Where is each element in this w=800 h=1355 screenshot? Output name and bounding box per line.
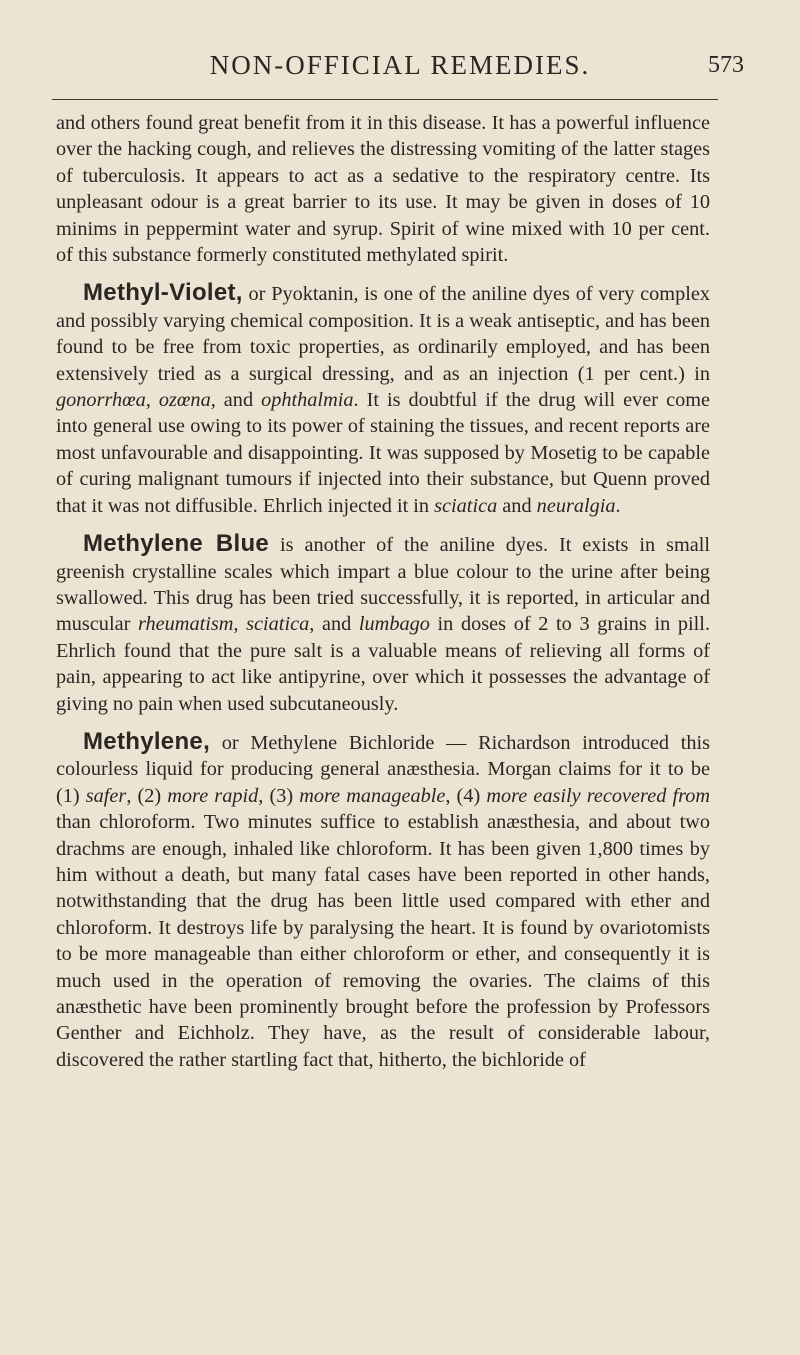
entry-methyl-violet: Methyl-Violet, or Pyoktanin, is one of the aniline dyes of very complex and possibly varying chemical composition. It is a weak antiseptic, and has been found to be free from toxic properties, as ordinarily employed, and has been extensively tried as a surgical dressing, and as an injection (1 per cent.) in gonorrhœa, ozœna, and ophthalmia. It is doubtful if the drug will ever come into general use owing to its power of staining the tissues, and recent reports are most unfavourable and disappointing. It was supposed by Mosetig to be capable of curing malignant tumours if injected into their substance, but Quenn proved that it was not diffusible. Ehrlich injected it in sciatica and neuralgia.	[56, 279, 710, 517]
entry-methylene-blue: Methylene Blue is another of the aniline dyes. It exists in small greenish crystalline scales which impart a blue colour to the urine after being swallowed. This drug has been tried successfully, it is reported, in articular and muscular rheumatism, sciatica, and lumbago in doses of 2 to 3 grains in pill. Ehrlich found that the pure salt is a valuable means of relieving all forms of pain, appearing to act like antipyrine, over which it possesses the advantage of giving no pain when used subcutaneously.	[56, 530, 711, 715]
page-number: 573	[708, 52, 744, 78]
entry-term: Methylene,	[83, 727, 211, 755]
running-header	[0, 50, 800, 90]
entry-methylene: Methylene, or Methylene Bichloride — Richardson introduced this colourless liquid for producing general anæsthesia. Morgan claims for it to be (1) safer, (2) more rapid, (3) more manageable, (4) more easily recovered from than chloroform. Two minutes suffice to establish anæsthesia, and about two drachms are enough, inhaled like chloroform. It has been given 1,800 times by him without a death, but many fatal cases have been reported in other hands, notwithstanding that the drug has been little used compared with ether and chloroform. It destroys life by paralysing the heart. It is found by ovariotomists to be more manageable than either chloroform or ether, and consequently it is much used in the operation of removing the ovaries. The claims of this anæsthetic have been prominently brought before the profession by Professors Genther and Eichholz. They have, as the result of considerable labour, discovered the rather startling fact that, hitherto, the bichloride of	[56, 727, 711, 1071]
page-title: NON-OFFICIAL REMEDIES.	[209, 50, 591, 80]
body-text	[56, 110, 710, 1073]
paragraph-text: and others found great benefit from it in this disease. It has a powerful influence over the hacking cough, and relieves the distressing vomiting of the latter stages of tuberculosis. It appears to act as a sedative to the respiratory centre. Its unpleasant odour is a great barrier to its use. It may be given in doses of 10 minims in peppermint water and syrup. Spirit of wine mixed with 10 per cent. of this substance formerly constituted methylated spirit.	[56, 112, 710, 267]
entry-term: Methylene Blue	[83, 530, 270, 558]
paragraph-continuation	[56, 110, 710, 268]
header-rule	[52, 99, 718, 100]
entry-term: Methyl-Violet,	[83, 279, 243, 307]
